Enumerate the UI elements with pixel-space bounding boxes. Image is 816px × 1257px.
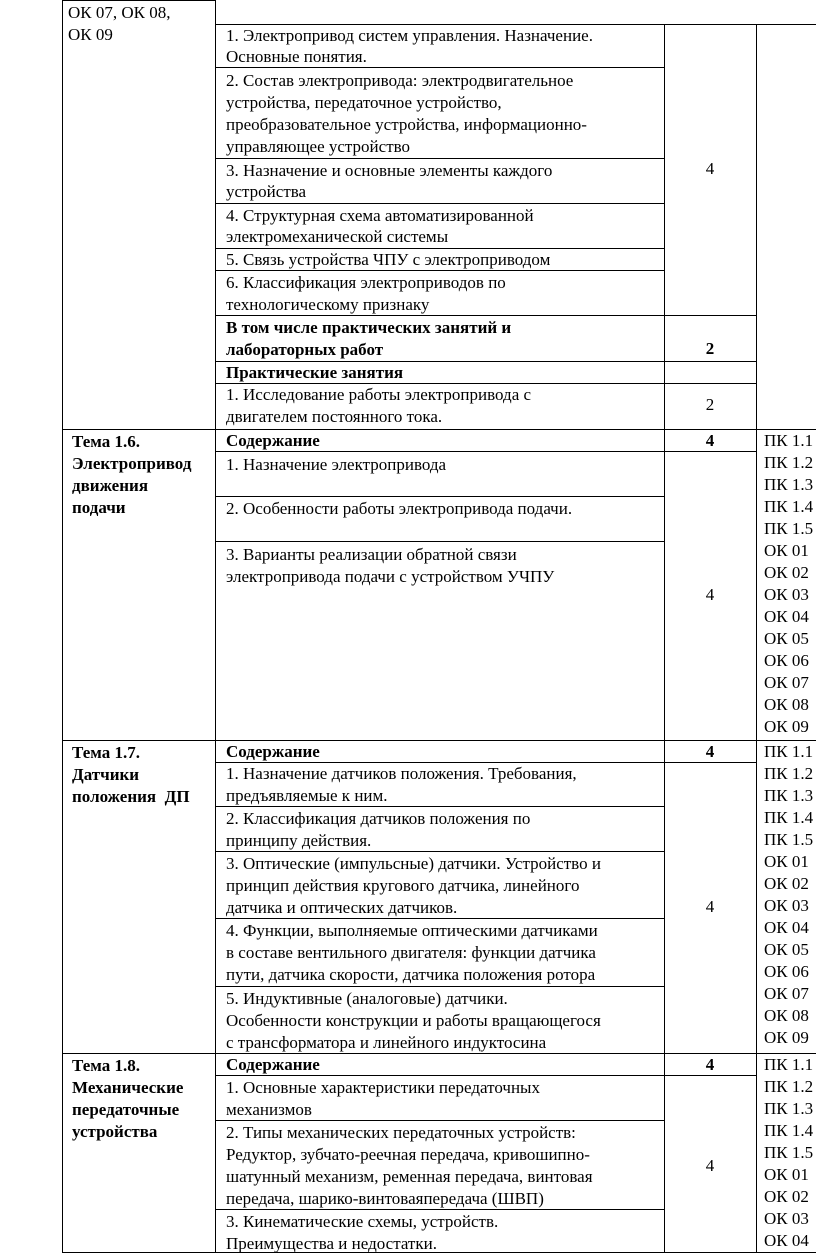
practice-header: В том числе практических занятий и	[226, 318, 512, 337]
table-border-top	[62, 0, 216, 1]
content-item: шатунный механизм, ременная передача, винтовая	[226, 1167, 593, 1186]
content-item: преобразовательное устройства, информационно-	[226, 115, 587, 134]
content-item: пути, датчика скорости, датчика положения ротора	[226, 965, 596, 984]
competence-code: ПК 1.1	[764, 742, 814, 761]
competence-code: ОК 02	[764, 874, 809, 893]
practice-item: 1. Исследование работы электропривода с	[226, 385, 532, 404]
content-item: 2. Особенности работы электропривода подачи.	[226, 499, 573, 518]
topic-title: Тема 1.6.	[72, 432, 140, 451]
competence-code: ОК 09	[68, 25, 113, 44]
topic-title: Механические	[72, 1078, 184, 1097]
competence-code: ПК 1.4	[764, 1121, 814, 1140]
content-item: технологическому признаку	[226, 295, 430, 314]
content-item: 2. Классификация датчиков положения по	[226, 809, 531, 828]
competence-code: ОК 03	[764, 896, 809, 915]
content-item: устройства	[226, 182, 307, 201]
row-line	[215, 158, 664, 159]
competence-code: ОК 04	[764, 1231, 809, 1250]
content-item: 3. Оптические (импульсные) датчики. Устройство и	[226, 854, 601, 873]
content-item: 5. Индуктивные (аналоговые) датчики.	[226, 989, 508, 1008]
competence-code: ОК 02	[764, 1187, 809, 1206]
content-item: 3. Кинематические схемы, устройств.	[226, 1212, 499, 1231]
competence-code: ПК 1.5	[764, 519, 814, 538]
competence-code: ОК 05	[764, 940, 809, 959]
competence-code: ОК 07	[764, 673, 809, 692]
row-line	[215, 541, 664, 542]
topic-title: движения	[72, 476, 149, 495]
topic-title: устройства	[72, 1122, 158, 1141]
content-item: управляющее устройство	[226, 137, 411, 156]
content-item: 3. Назначение и основные элементы каждого	[226, 161, 553, 180]
content-item: Особенности конструкции и работы вращающегося	[226, 1011, 601, 1030]
content-label: Содержание	[226, 431, 320, 450]
content-item: механизмов	[226, 1100, 312, 1119]
competence-code: ОК 01	[764, 852, 809, 871]
competence-code: ПК 1.5	[764, 830, 814, 849]
competence-code: ПК 1.3	[764, 475, 814, 494]
competence-code: ОК 09	[764, 717, 809, 736]
content-item: 6. Классификация электроприводов по	[226, 273, 506, 292]
row-line	[215, 496, 664, 497]
hours-value: 4	[705, 585, 715, 604]
content-label: Содержание	[226, 742, 320, 761]
content-label: Содержание	[226, 1055, 320, 1074]
topic-title: Тема 1.7.	[72, 743, 140, 762]
content-item: датчика и оптических датчиков.	[226, 898, 458, 917]
content-hours: 4	[705, 742, 715, 761]
competence-code: ОК 08	[764, 1006, 809, 1025]
competence-code: ОК 09	[764, 1028, 809, 1047]
topic-title: подачи	[72, 498, 126, 517]
content-item: электропривода подачи с устройством УЧПУ	[226, 567, 555, 586]
topic-title: положения ДП	[72, 787, 190, 806]
competence-code: ОК 05	[764, 629, 809, 648]
col-divider-topic	[215, 0, 216, 1252]
content-item: 1. Назначение датчиков положения. Требования,	[226, 764, 577, 783]
practice-title: Практические занятия	[226, 363, 404, 382]
content-item: принципу действия.	[226, 831, 372, 850]
competence-code: ПК 1.1	[764, 1055, 814, 1074]
content-item: 4. Структурная схема автоматизированной	[226, 206, 534, 225]
content-item: Основные понятия.	[226, 47, 367, 66]
content-item: устройства, передаточное устройство,	[226, 93, 502, 112]
table-border-bottom	[62, 1252, 816, 1253]
competence-code: ОК 03	[764, 585, 809, 604]
content-item: предъявляемые к ним.	[226, 786, 388, 805]
row-line	[215, 986, 664, 987]
content-item: передача, шарико-винтоваяпередача (ШВП)	[226, 1189, 544, 1208]
competence-code: ОК 03	[764, 1209, 809, 1228]
practice-item: двигателем постоянного тока.	[226, 407, 443, 426]
competence-code: ПК 1.3	[764, 786, 814, 805]
content-item: 3. Варианты реализации обратной связи	[226, 545, 517, 564]
hours-value: 4	[705, 1156, 715, 1175]
content-item: 4. Функции, выполняемые оптическими датчиками	[226, 921, 598, 940]
competence-code: ОК 07	[764, 984, 809, 1003]
content-item: электромеханической системы	[226, 227, 449, 246]
competence-code: ОК 01	[764, 541, 809, 560]
competence-code: ОК 08	[764, 695, 809, 714]
competence-code: ПК 1.5	[764, 1143, 814, 1162]
competence-code: ОК 06	[764, 651, 809, 670]
content-item: 1. Основные характеристики передаточных	[226, 1078, 540, 1097]
content-item: 5. Связь устройства ЧПУ с электроприводом	[226, 250, 551, 269]
competence-code: ОК 07, ОК 08,	[68, 3, 171, 22]
competence-code: ОК 04	[764, 918, 809, 937]
content-item: с трансформатора и линейного индуктосина	[226, 1033, 547, 1052]
hours-value: 4	[705, 897, 715, 916]
content-item: принцип действия кругового датчика, линейного	[226, 876, 580, 895]
col-divider-hours	[756, 24, 757, 1252]
practice-item-hours: 2	[705, 395, 715, 414]
competence-code: ОК 01	[764, 1165, 809, 1184]
row-line	[215, 203, 664, 204]
competence-code: ПК 1.2	[764, 453, 814, 472]
competence-code: ПК 1.2	[764, 764, 814, 783]
competence-code: ПК 1.1	[764, 431, 814, 450]
content-hours: 4	[705, 431, 715, 450]
content-item: 1. Назначение электропривода	[226, 455, 447, 474]
hours-value: 4	[705, 159, 715, 178]
competence-code: ОК 06	[764, 962, 809, 981]
topic-title: Электропривод	[72, 454, 192, 473]
competence-code: ПК 1.2	[764, 1077, 814, 1096]
table-border-left	[62, 0, 63, 1252]
content-hours: 4	[705, 1055, 715, 1074]
content-item: 2. Состав электропривода: электродвигательное	[226, 71, 574, 90]
competence-code: ПК 1.4	[764, 808, 814, 827]
competence-code: ПК 1.3	[764, 1099, 814, 1118]
practice-hours: 2	[705, 339, 715, 358]
content-item: в составе вентильного двигателя: функции датчика	[226, 943, 596, 962]
practice-header: лабораторных работ	[226, 340, 384, 359]
content-item: Редуктор, зубчато-реечная передача, кривошипно-	[226, 1145, 590, 1164]
topic-title: Датчики	[72, 765, 140, 784]
topic-title: Тема 1.8.	[72, 1056, 140, 1075]
competence-code: ПК 1.4	[764, 497, 814, 516]
content-item: Преимущества и недостатки.	[226, 1234, 437, 1253]
content-item: 2. Типы механических передаточных устройств:	[226, 1123, 576, 1142]
competence-code: ОК 04	[764, 607, 809, 626]
topic-title: передаточные	[72, 1100, 180, 1119]
competence-code: ОК 02	[764, 563, 809, 582]
content-item: 1. Электропривод систем управления. Назначение.	[226, 26, 593, 45]
